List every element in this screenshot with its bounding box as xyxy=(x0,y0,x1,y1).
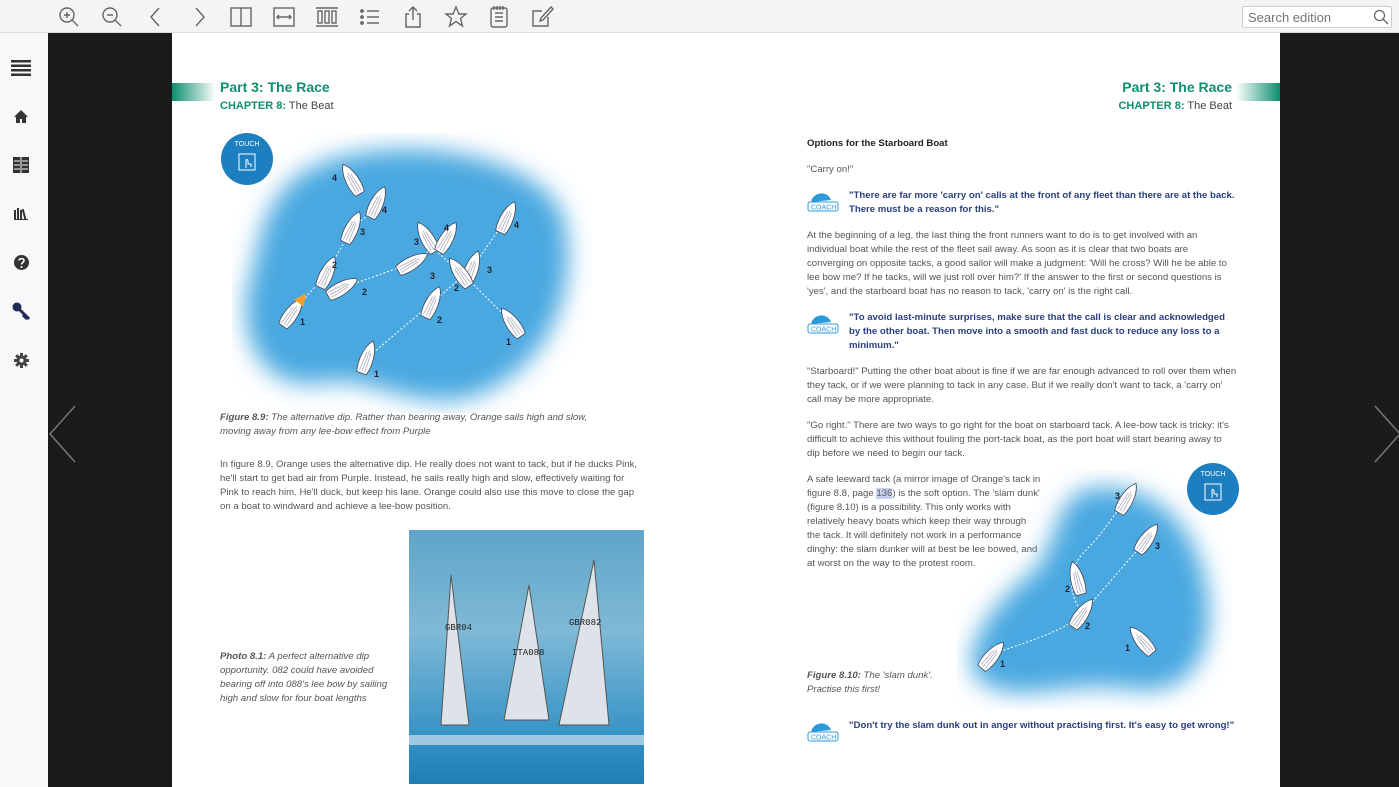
svg-text:4: 4 xyxy=(444,223,450,233)
sail-number: GBR082 xyxy=(569,618,602,628)
notes-icon[interactable] xyxy=(486,4,512,30)
figure-8-9-diagram xyxy=(232,133,592,413)
figure-8-10-caption xyxy=(807,669,947,697)
svg-text:COACH: COACH xyxy=(811,204,837,212)
svg-text:1: 1 xyxy=(300,317,306,327)
thumbnails-icon[interactable] xyxy=(314,4,340,30)
prev-page-arrow[interactable] xyxy=(48,405,78,463)
fit-width-icon[interactable] xyxy=(271,4,297,30)
svg-text:2: 2 xyxy=(1065,584,1071,594)
body-paragraph: "Go right." There are two ways to go right for the boat on starboard tack. A lee-bow tack is tricky: it's difficult to achieve this without fouling the port-tack boat, as the port boat will start bearing away to dip before we need to begin our tack. xyxy=(807,420,1229,459)
svg-text:3: 3 xyxy=(360,227,366,237)
key-icon[interactable] xyxy=(10,300,32,322)
coach-tip: "There are far more 'carry on' calls at the front of any fleet than there are at the back. There must be a reason for this." xyxy=(849,190,1235,215)
part-title: Part 3: The Race xyxy=(220,79,330,95)
coach-icon xyxy=(807,312,845,338)
svg-text:3: 3 xyxy=(1115,491,1121,501)
svg-text:1: 1 xyxy=(506,337,512,347)
photo-sailboats xyxy=(409,530,644,784)
chapter-title xyxy=(220,99,334,113)
search-input[interactable] xyxy=(1242,6,1392,28)
chapter-label: CHAPTER 8: xyxy=(220,100,287,112)
edit-icon[interactable] xyxy=(529,4,555,30)
single-page-icon[interactable] xyxy=(228,4,254,30)
chapter-name: The Beat xyxy=(286,100,334,112)
coach-tip: "To avoid last-minute surprises, make sure that the call is clear and acknowledged by the other boat. Then move into a smooth and fast duck to reduce any loss to a minimum." xyxy=(849,312,1225,351)
svg-text:3: 3 xyxy=(487,265,493,275)
right-page-column xyxy=(807,137,1237,758)
photo-label: Photo 8.1: xyxy=(220,651,267,662)
svg-text:3: 3 xyxy=(430,271,436,281)
figure-text: The alternative dip. Rather than bearing away, Orange sails high and slow, moving away from any lee-bow effect from Purple xyxy=(220,412,588,437)
touch-hand-icon xyxy=(1187,483,1239,504)
slam-dunk-section xyxy=(807,473,1237,711)
sail-number: ITA088 xyxy=(512,648,545,658)
paragraph-text: ) is the soft option. The 'slam dunk' (figure 8.10) is a possibility. This only works with relatively heavy boats which keep their way through the tack. It will definitely not work in a performance dinghy: the slam dunker will at best be lee bowed, and at worst on the way to the protest room. xyxy=(807,488,1040,569)
help-icon[interactable] xyxy=(10,251,32,273)
chapter-label: CHAPTER 8: xyxy=(1118,100,1185,112)
svg-text:COACH: COACH xyxy=(811,326,837,334)
search-icon[interactable] xyxy=(1373,9,1389,25)
figure-label: Figure 8.10: xyxy=(807,670,861,681)
figure-8-9-caption xyxy=(220,411,620,439)
photo-8-1-caption xyxy=(220,650,395,706)
previous-page-icon[interactable] xyxy=(143,4,169,30)
contents-list-icon[interactable] xyxy=(357,4,383,30)
figure-label: Figure 8.9: xyxy=(220,412,269,423)
paragraph-text: A safe leeward tack (a mirror image of Orange's tack in figure 8.8, page xyxy=(807,474,1041,499)
svg-text:1: 1 xyxy=(1125,643,1131,653)
part-title: Part 3: The Race xyxy=(1122,79,1232,95)
svg-text:1: 1 xyxy=(1000,659,1006,669)
svg-text:2: 2 xyxy=(454,283,460,293)
sail-number: GBR04 xyxy=(445,623,473,633)
svg-text:3: 3 xyxy=(1155,541,1161,551)
header-stripe xyxy=(172,83,216,101)
coach-icon xyxy=(807,720,845,746)
touch-diagram-badge[interactable] xyxy=(1187,463,1239,515)
toolbar xyxy=(0,0,1399,33)
books-icon[interactable] xyxy=(10,203,32,225)
svg-text:4: 4 xyxy=(332,173,338,183)
home-icon[interactable] xyxy=(10,105,32,127)
svg-text:4: 4 xyxy=(514,220,520,230)
book-spread xyxy=(172,33,1280,787)
sidebar xyxy=(0,33,48,787)
settings-icon[interactable] xyxy=(10,349,32,371)
svg-text:3: 3 xyxy=(414,237,420,247)
chapter-title xyxy=(1118,99,1232,113)
coach-tip-row xyxy=(807,719,1237,746)
svg-text:2: 2 xyxy=(332,260,338,270)
svg-text:2: 2 xyxy=(437,315,443,325)
zoom-out-icon[interactable] xyxy=(99,4,125,30)
body-paragraph: At the beginning of a leg, the last thing the front runners want to do is to get involved with an individual boat while the rest of the fleet sail away. As soon as it is clear that two boats are converging on opposite tacks, a good sailor will make a judgment: 'Will he cross? Will he be able to lee bow me? If he tacks, will we just roll over him?' If the answer to the first or second questions is 'yes', and the starboard boat has no reason to tack, 'carry on' is the right call. xyxy=(807,230,1227,297)
svg-text:4: 4 xyxy=(382,205,388,215)
bookmark-star-icon[interactable] xyxy=(443,4,469,30)
body-paragraph: "Starboard!" Putting the other boat about is fine if we are far enough advanced to roll over them when they tack, or if we were planning to tack in any case. But if we really don't want to tack, a 'carry on' call may be more appropriate. xyxy=(807,366,1237,405)
section-heading: Options for the Starboard Boat xyxy=(807,138,948,149)
next-page-icon[interactable] xyxy=(186,4,212,30)
touch-label: TOUCH xyxy=(234,141,260,148)
svg-text:2: 2 xyxy=(1085,621,1091,631)
coach-tip-row xyxy=(807,189,1237,217)
photo-text: A perfect alternative dip opportunity. 082 could have avoided bearing off into 088's lee bow by sailing high and slow for four boat lengths xyxy=(220,651,388,704)
body-paragraph: In figure 8.9, Orange uses the alternative dip. He really does not want to tack, but if he ducks Pink, he'll start to get bad air from Purple. Instead, he sails really high and slow, effectively waiting for Pink to reach him. He'll duck, but keep his lane. Orange could also use this move to close the gap on a boat to windward and achieve a lee-bow position. xyxy=(220,459,638,512)
figure-text: The 'slam dunk'. Practise this first! xyxy=(807,670,933,695)
coach-tip: "Don't try the slam dunk out in anger without practising first. It's easy to get wrong!" xyxy=(849,720,1235,731)
svg-text:COACH: COACH xyxy=(811,734,837,742)
svg-text:2: 2 xyxy=(362,287,368,297)
header-stripe xyxy=(1236,83,1280,101)
library-grid-icon[interactable] xyxy=(10,154,32,176)
svg-text:1: 1 xyxy=(374,369,380,379)
menu-icon[interactable] xyxy=(10,57,32,79)
carry-on-text: "Carry on!" xyxy=(807,164,854,175)
share-icon[interactable] xyxy=(400,4,426,30)
chapter-name: The Beat xyxy=(1184,100,1232,112)
coach-icon xyxy=(807,190,845,216)
next-page-arrow[interactable] xyxy=(1372,405,1399,463)
touch-label: TOUCH xyxy=(1200,471,1226,478)
page-link[interactable]: 136 xyxy=(876,488,893,499)
zoom-in-icon[interactable] xyxy=(56,4,82,30)
coach-tip-row xyxy=(807,311,1237,353)
